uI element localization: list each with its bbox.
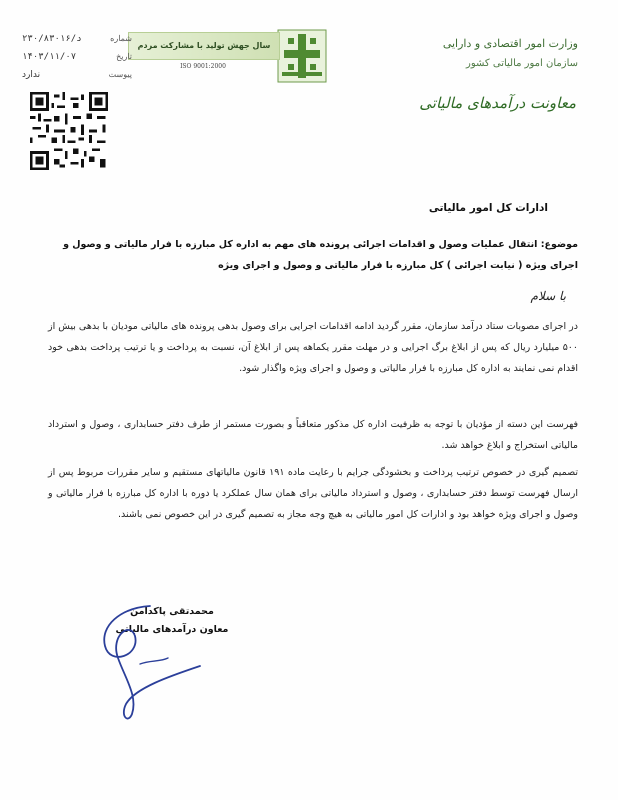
number-row [22,30,132,48]
number-value: ۲۳۰/۸۳۰۱۶/د [22,34,82,44]
ministry-header [408,34,578,74]
date-row [22,48,132,66]
ministry-name: وزارت امور اقتصادی و دارایی [442,37,578,50]
attachment-label: پیوست [108,70,132,79]
year-slogan-banner: سال جهش تولید با مشارکت مردم [128,32,280,60]
body-paragraph-1: در اجرای مصوبات ستاد درآمد سازمان، مقرر گردید ادامه اقدامات اجرایی برای وصول بدهی پرونده های مالیاتی مودیان با بدهی بیش از ۵۰۰ میلیارد ریال که پس از ابلاغ برگ اجرایی و در مهلت مقرر یکماهه پس از ابلاغ آن، نسبت به پرداخت و یا ترتیب پرداخت بدهی خود اقدام نمی نمایند به اداره کل مبارزه با فرار مالیاتی و وصول و اجرای ویژه واگذار شود. [48,321,578,374]
deputy-title: معاونت درآمدهای مالیاتی [419,94,576,112]
organization-name: سازمان امور مالیاتی کشور [466,58,578,69]
letter-metadata [22,30,132,84]
iso-certification: ISO 9001:2000 [180,63,226,70]
subject-line: موضوع: انتقال عملیات وصول و اقدامات اجرائی پرونده های مهم به اداره کل مبارزه با فرار مالیاتی و وصول و اجرای ویژه ( نیابت اجرائی ) کل مبارزه با فرار مالیاتی و وصول و اجرای ویژه [63,239,578,271]
salutation: با سلام [530,289,566,303]
attachment-value: ندارد [22,70,41,80]
date-label: تاریخ [116,52,132,61]
signatory-name: محمدتقی پاکدامن [130,606,214,617]
body-paragraph-2: فهرست این دسته از مؤدیان با توجه به ظرفیت اداره کل مذکور متعاقباً و بصورت مستمر از طرف دفتر حسابداری ، وصول و استرداد مالیاتی استخراج و ابلاغ خواهد شد. [48,419,578,451]
tax-organization-logo-icon [276,28,328,84]
number-label: شماره [110,34,132,43]
qr-code-icon[interactable] [30,92,108,170]
date-value: ۱۴۰۳/۱۱/۰۷ [22,52,77,62]
attachment-row [22,66,132,84]
signatory-title: معاون درآمدهای مالیاتی [115,624,229,635]
body-paragraph-3: تصمیم گیری در خصوص ترتیب پرداخت و بخشودگی جرایم با رعایت ماده ۱۹۱ قانون مالیاتهای مستقیم و سایر مقررات مربوط پس از ارسال فهرست توسط دفتر حسابداری ، وصول و استرداد مالیاتی برای همان سال عملکرد یا دوره با اداره کل مبارزه با فرار مالیاتی و وصول و اجرای ویژه خواهد بود و ادارات کل امور مالیاتی به هیچ وجه مجاز به تصمیم گیری در این خصوص نمی باشند. [48,467,578,520]
recipient: ادارات کل امور مالیاتی [428,202,548,214]
